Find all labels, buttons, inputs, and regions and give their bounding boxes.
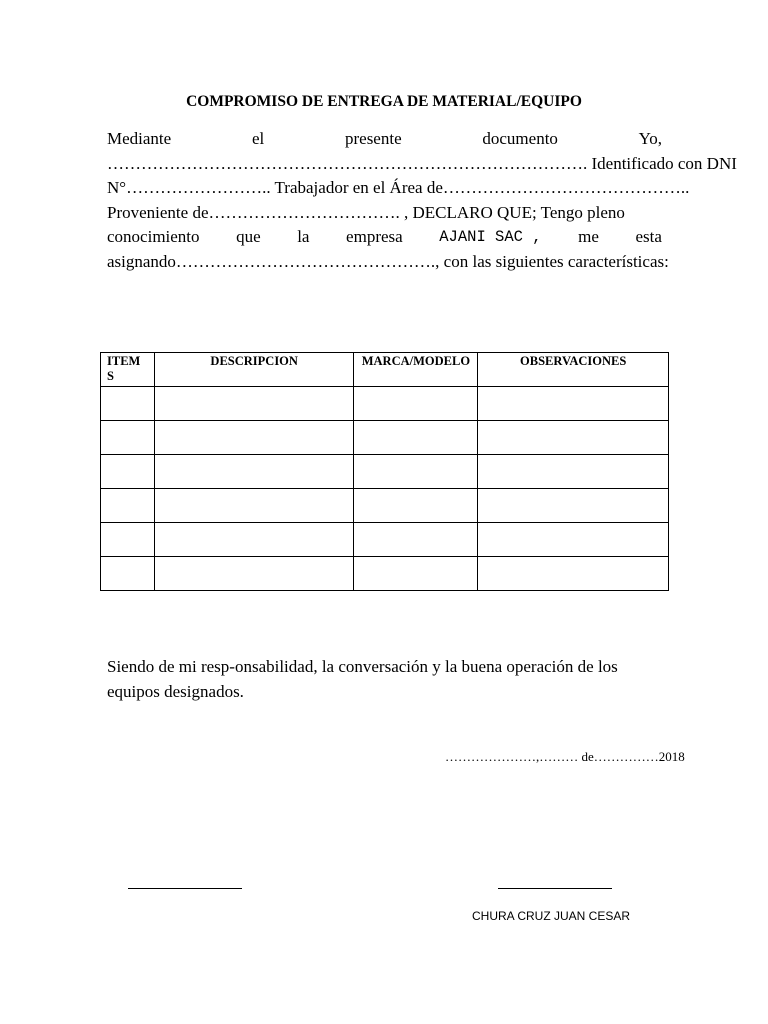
table-cell — [478, 523, 669, 557]
body-word: que — [236, 227, 261, 247]
table-cell — [478, 421, 669, 455]
signature-line-right — [498, 888, 612, 889]
table-row — [101, 455, 669, 489]
body-word: me — [578, 227, 599, 247]
body-word: presente — [344, 129, 402, 148]
table-row — [101, 387, 669, 421]
table-cell — [354, 489, 478, 523]
body-word: conocimiento — [107, 227, 200, 247]
body-line-3: N°…………………….. Trabajador en el Área de…………………………………….. — [107, 178, 690, 198]
header-descripcion: DESCRIPCION — [154, 353, 353, 387]
table-cell — [478, 489, 669, 523]
table-cell — [101, 455, 155, 489]
body-word: el — [251, 129, 265, 148]
table-cell — [154, 557, 353, 591]
table-row — [101, 557, 669, 591]
body-word: Mediante — [107, 129, 172, 148]
body-line-6: asignando………………………………………., con las siguientes características: — [107, 251, 669, 271]
table-cell — [354, 421, 478, 455]
equipment-table — [100, 352, 669, 591]
table-cell — [154, 455, 353, 489]
table-cell — [101, 421, 155, 455]
table-row — [101, 421, 669, 455]
table-body — [101, 387, 669, 591]
table-row — [101, 489, 669, 523]
signature-line-left — [128, 888, 242, 889]
body-line-1 — [107, 127, 662, 152]
table-cell — [101, 489, 155, 523]
body-line-4: Proveniente de……………………………. , DECLARO QUE; Tengo pleno — [107, 202, 625, 222]
table-cell — [354, 557, 478, 591]
closing-paragraph: Siendo de mi resp-onsabilidad, la conversación y la buena operación de los equipos designados. — [107, 657, 618, 701]
body-line-5 — [107, 225, 662, 250]
body-word: documento — [482, 129, 558, 148]
body-word: la — [297, 227, 310, 247]
table-cell — [101, 523, 155, 557]
body-word: esta — [635, 227, 662, 247]
table-cell — [478, 557, 669, 591]
table-header-row — [101, 353, 669, 387]
body-word: empresa — [346, 227, 403, 247]
header-observaciones: OBSERVACIONES — [478, 353, 669, 387]
table-cell — [101, 387, 155, 421]
header-marca-modelo: MARCA/MODELO — [354, 353, 478, 387]
table-cell — [154, 523, 353, 557]
table-row — [101, 523, 669, 557]
table-cell — [154, 387, 353, 421]
header-items: ITEM S — [101, 353, 155, 387]
table-cell — [478, 387, 669, 421]
declaration-paragraph — [107, 127, 737, 275]
table-cell — [354, 455, 478, 489]
signature-name: CHURA CRUZ JUAN CESAR — [472, 909, 631, 923]
body-line-2: …………………………………………………………………………. Identificado con DNI — [107, 153, 737, 173]
table-cell — [154, 489, 353, 523]
body-word: Yo, — [638, 129, 662, 148]
table-cell — [354, 387, 478, 421]
table-cell — [354, 523, 478, 557]
document-title: COMPROMISO DE ENTREGA DE MATERIAL/EQUIPO — [186, 93, 582, 110]
table-cell — [478, 455, 669, 489]
date-line: …………………,……… de……………2018 — [445, 749, 685, 764]
table-cell — [101, 557, 155, 591]
company-name: AJANI SAC , — [439, 228, 542, 247]
table-cell — [154, 421, 353, 455]
